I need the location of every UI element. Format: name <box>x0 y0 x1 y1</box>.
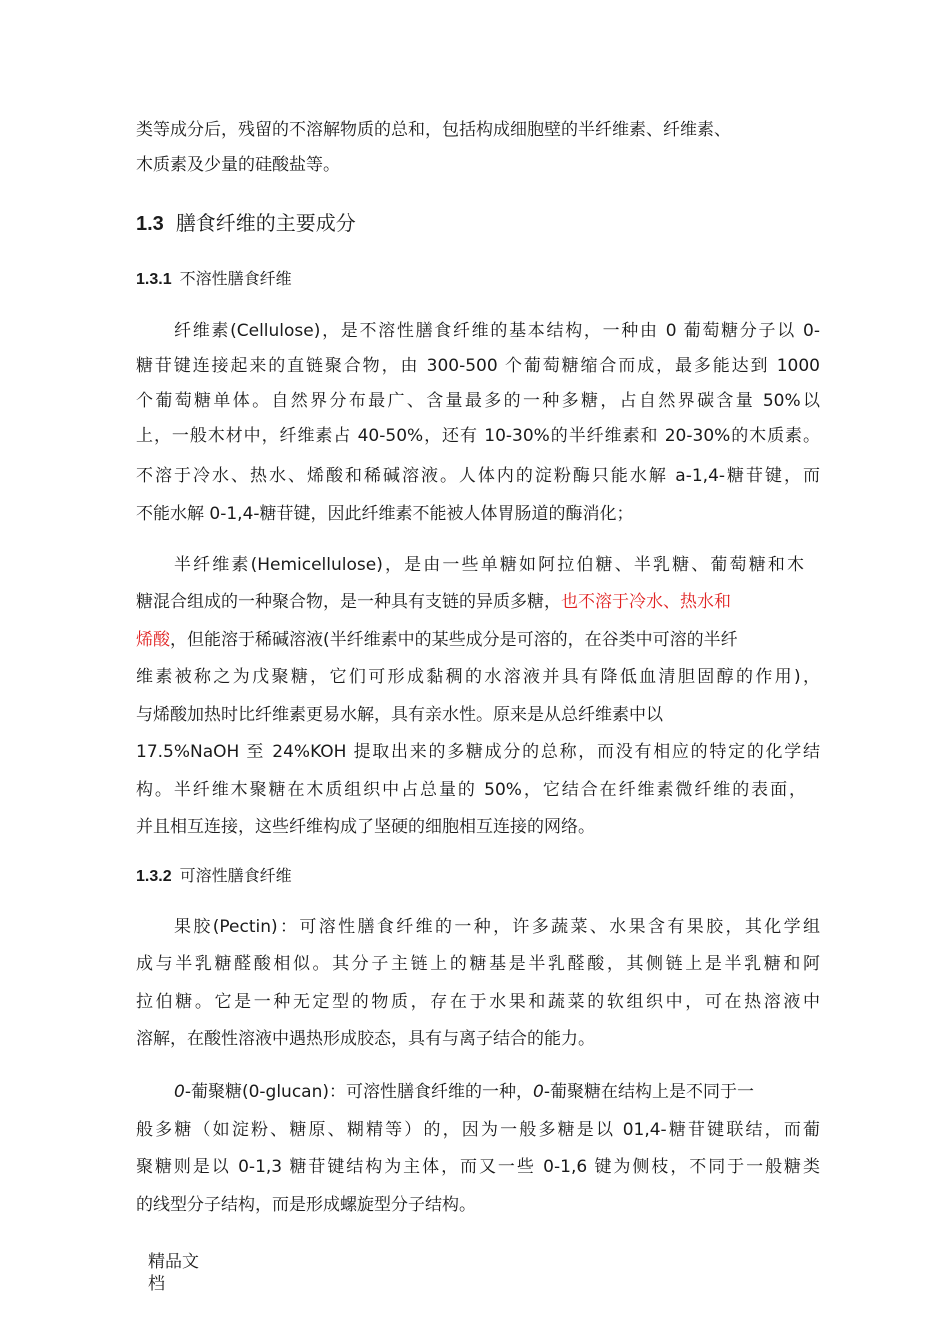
paragraph-line: 构。半纤维木聚糖在木质组织中占总量的 50%，它结合在纤维素微纤维的表面， <box>136 780 806 800</box>
paragraph-line: 纤维素(Cellulose)，是不溶性膳食纤维的基本结构，一种由 0 葡萄糖分子以 0- <box>174 321 820 341</box>
paragraph-line: 与烯酸加热时比纤维素更易水解，具有亲水性。原来是从总纤维素中以 <box>136 705 663 725</box>
section-title: 膳食纤维的主要成分 <box>175 211 356 235</box>
paragraph-line <box>136 628 820 652</box>
paragraph-line: 个葡萄糖单体。自然界分布最广、含量最多的一种多糖，占自然界碳含量 50%以 <box>136 391 820 411</box>
section-heading-1-3-2 <box>136 865 826 888</box>
paragraph-line: 聚糖则是以 0-1,3 糖苷键结构为主体，而又一些 0-1,6 键为侧枝，不同于一般糖类 <box>136 1157 820 1177</box>
section-heading-1-3-1 <box>136 268 826 291</box>
paragraph-line: 糖苷键连接起来的直链聚合物，由 300-500 个葡萄糖缩合而成，最多能达到 1000 <box>136 356 820 376</box>
paragraph-line: 17.5%NaOH 至 24%KOH 提取出来的多糖成分的总称，而没有相应的特定的化学结 <box>136 742 820 762</box>
paragraph-line: 不溶于冷水、热水、烯酸和稀碱溶液。人体内的淀粉酶只能水解 a-1,4-糖苷键，而 <box>136 466 820 486</box>
highlighted-text: 烯酸 <box>136 630 170 650</box>
section-number: 1.3 <box>136 213 164 235</box>
paragraph-line: 维素被称之为戊聚糖，它们可形成黏稠的水溶液并具有降低血清胆固醇的作用)， <box>136 667 820 687</box>
greek-letter: 0 <box>174 1082 185 1102</box>
footer-label: 档 <box>148 1274 165 1294</box>
paragraph-line: 溶解，在酸性溶液中遇热形成胶态，具有与离子结合的能力。 <box>136 1029 595 1049</box>
intro-line: 类等成分后，残留的不溶解物质的总和，包括构成细胞壁的半纤维素、纤维素、 <box>136 120 731 140</box>
intro-line: 木质素及少量的硅酸盐等。 <box>136 155 340 175</box>
section-number: 1.3.1 <box>136 271 172 288</box>
paragraph-line: 拉伯糖。它是一种无定型的物质，存在于水果和蔬菜的软组织中，可在热溶液中 <box>136 992 820 1012</box>
footer-label: 精品文 <box>148 1252 199 1272</box>
highlighted-text: 也不溶于冷水、热水和 <box>561 592 731 612</box>
paragraph-line <box>174 1080 820 1104</box>
paragraph-line <box>136 590 820 614</box>
text-run: -葡聚糖(0-glucan)：可溶性膳食纤维的一种， <box>184 1082 534 1102</box>
text-run: ，但能溶于稀碱溶液(半纤维素中的某些成分是可溶的，在谷类中可溶的半纤 <box>170 630 738 650</box>
text-run: 糖混合组成的一种聚合物，是一种具有支链的异质多糖， <box>136 592 561 612</box>
paragraph-line: 的线型分子结构，而是形成螺旋型分子结构。 <box>136 1195 476 1215</box>
section-heading-1-3 <box>136 209 826 238</box>
paragraph-line: 上，一般木材中，纤维素占 40-50%，还有 10-30%的半纤维素和 20-30%的木质素。 <box>136 426 820 446</box>
paragraph-line: 并且相互连接，这些纤维构成了坚硬的细胞相互连接的网络。 <box>136 817 595 837</box>
section-number: 1.3.2 <box>136 868 172 885</box>
text-run: -葡聚糖在结构上是不同于一 <box>543 1082 754 1102</box>
greek-letter: 0 <box>533 1082 544 1102</box>
paragraph-line: 成与半乳糖醛酸相似。其分子主链上的糖基是半乳醛酸，其侧链上是半乳糖和阿 <box>136 954 820 974</box>
paragraph-line: 半纤维素(Hemicellulose)，是由一些单糖如阿拉伯糖、半乳糖、葡萄糖和木 <box>174 555 804 575</box>
paragraph-line: 般多糖（如淀粉、糖原、糊精等）的，因为一般多糖是以 01,4-糖苷键联结，而葡 <box>136 1120 820 1140</box>
paragraph-line: 果胶(Pectin)：可溶性膳食纤维的一种，许多蔬菜、水果含有果胶，其化学组 <box>174 917 820 937</box>
section-title: 可溶性膳食纤维 <box>179 866 292 885</box>
section-title: 不溶性膳食纤维 <box>179 269 292 288</box>
paragraph-line: 不能水解 0-1,4-糖苷键，因此纤维素不能被人体胃肠道的酶消化； <box>136 504 634 524</box>
